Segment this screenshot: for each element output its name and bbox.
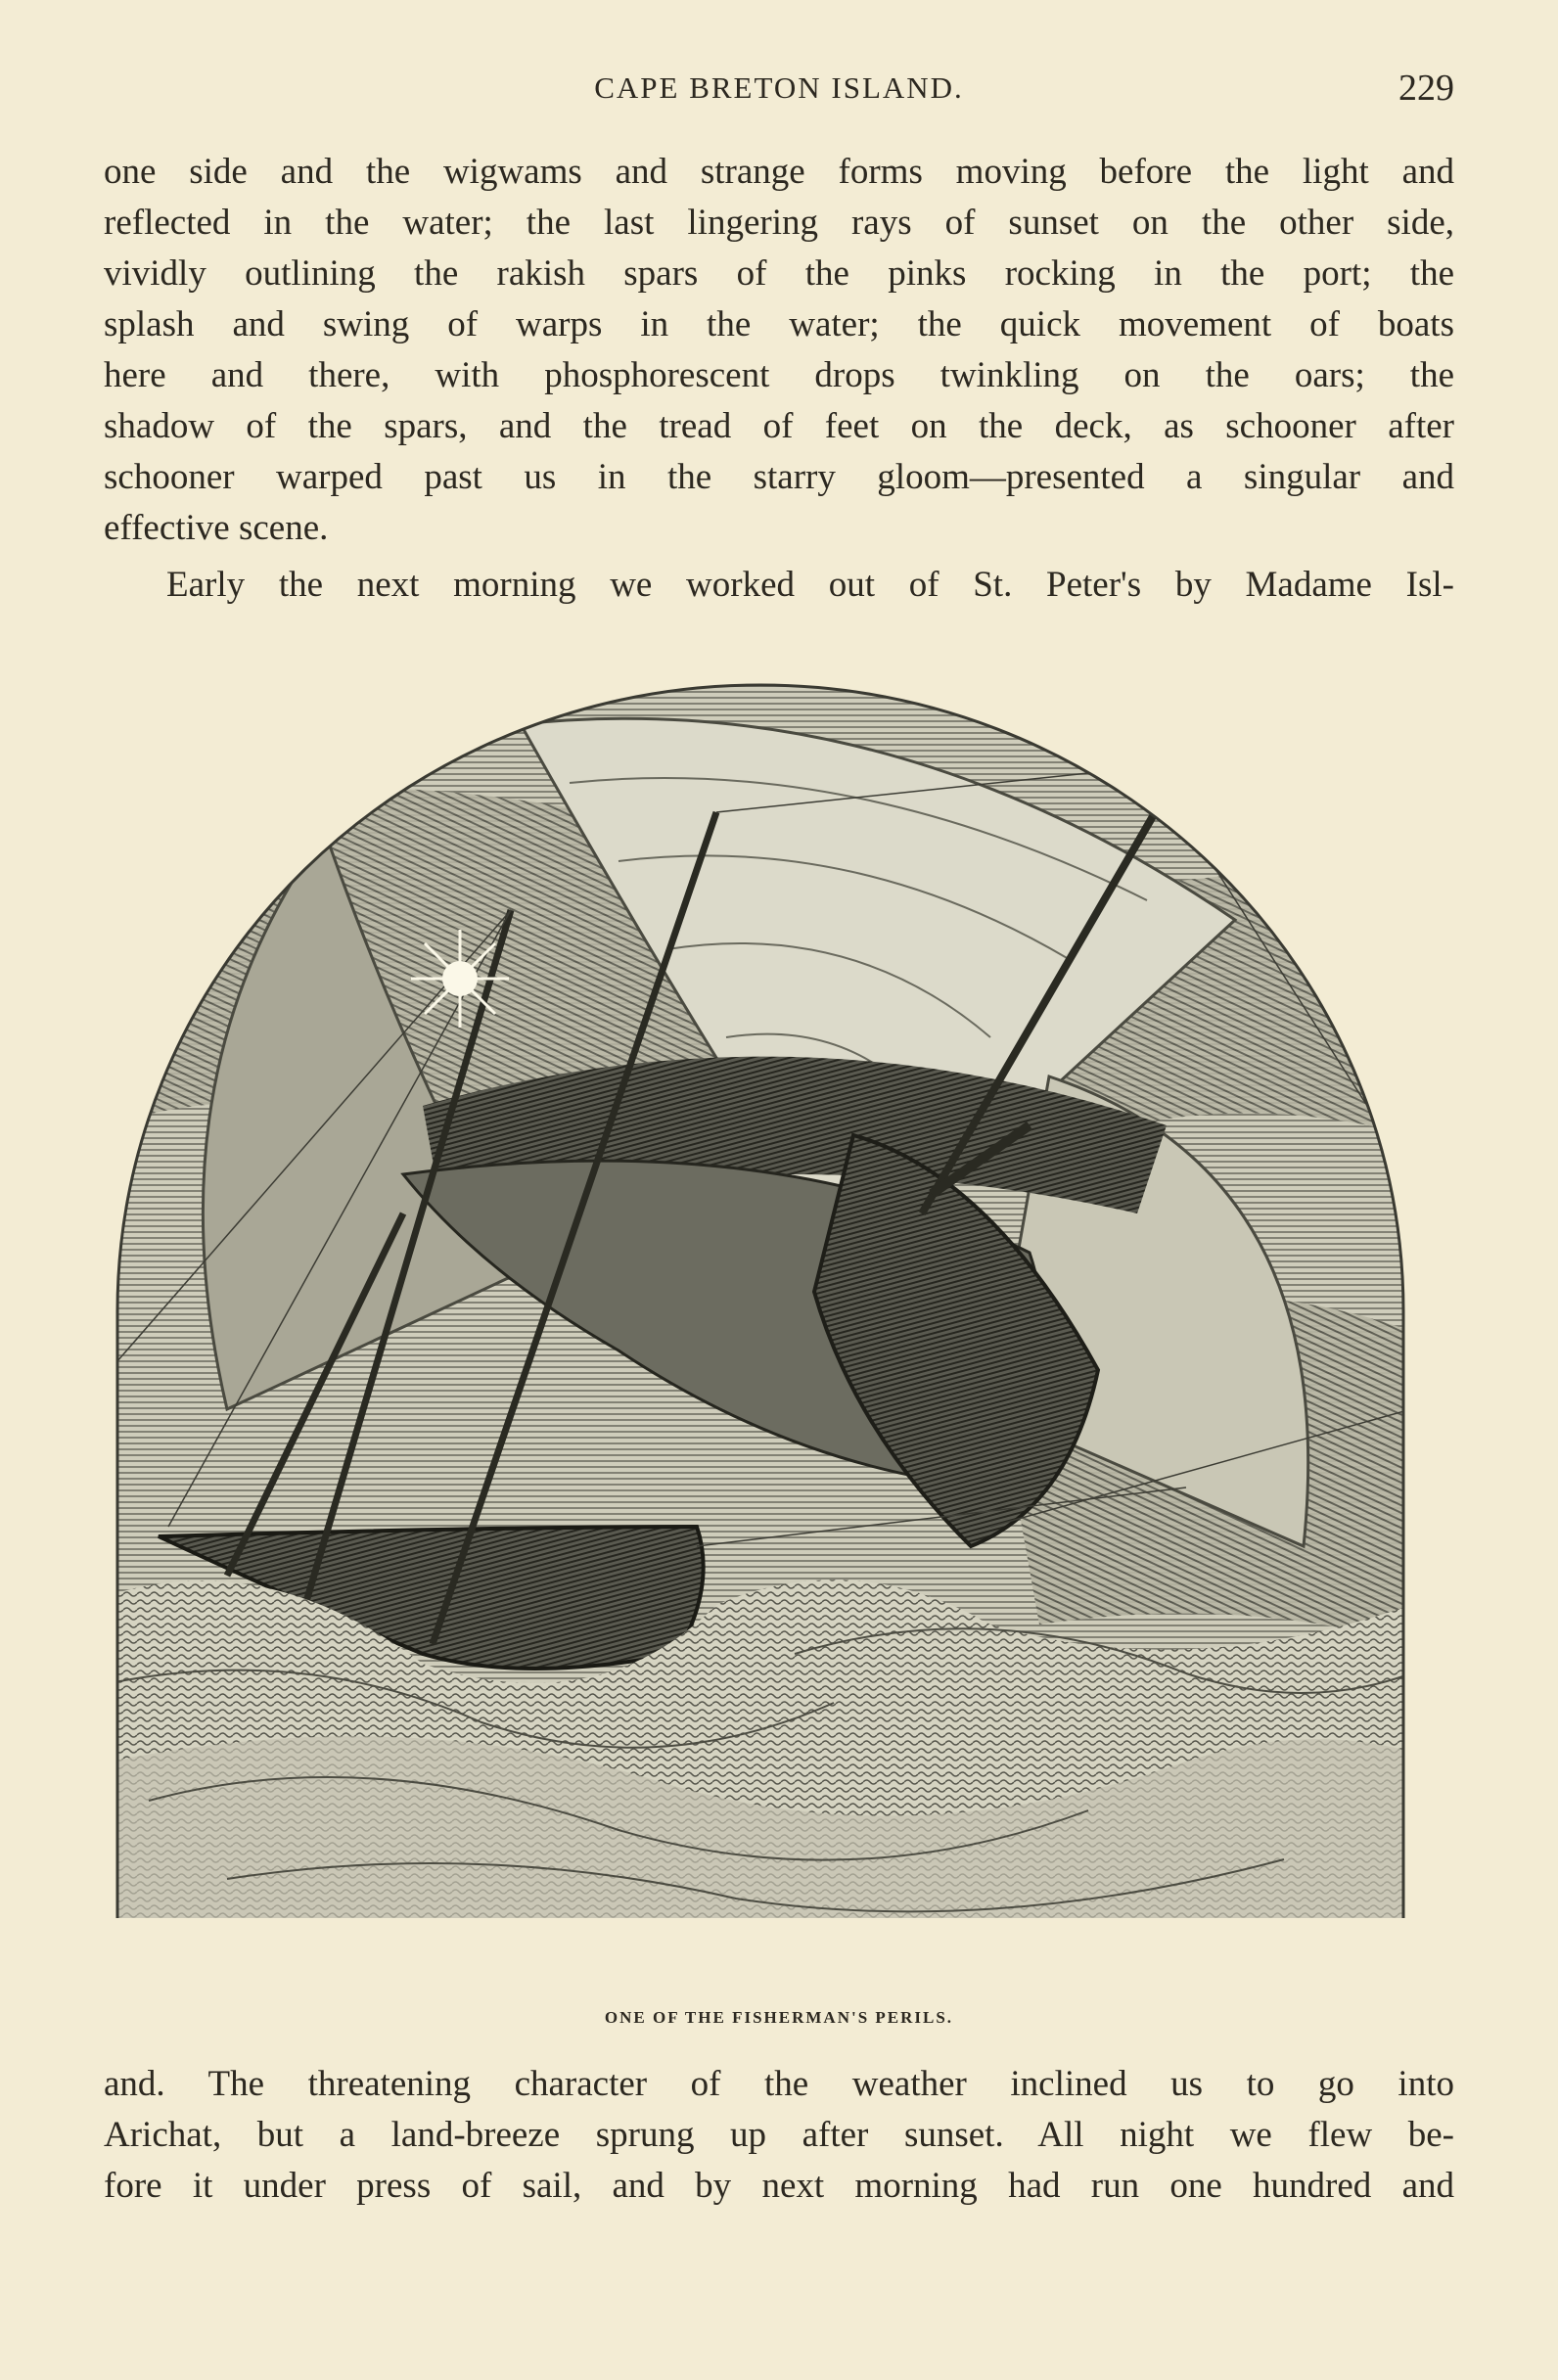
engraving-illustration: [110, 665, 1411, 1987]
text-line: here and there, with phosphorescent drops twinkling on the oars; the: [104, 355, 1454, 395]
text-line: vividly outlining the rakish spars of the pinks rocking in the port; the: [104, 253, 1454, 294]
paragraph-3: [104, 2059, 1454, 2212]
paragraph-2: [104, 560, 1454, 611]
text-line: fore it under press of sail, and by next morning had run one hundred and: [104, 2166, 1454, 2206]
text-line: schooner warped past us in the starry gloom—presented a singular and: [104, 457, 1454, 497]
text-line: and. The threatening character of the weather inclined us to go into: [104, 2064, 1454, 2104]
running-head: CAPE BRETON ISLAND.: [594, 70, 964, 105]
text-line: splash and swing of warps in the water; the quick movement of boats: [104, 304, 1454, 344]
text-line: shadow of the spars, and the tread of feet on the deck, as schooner after: [104, 406, 1454, 446]
page-header: [104, 67, 1454, 125]
text-line: Arichat, but a land-breeze sprung up after sunset. All night we flew be-: [104, 2115, 1454, 2155]
text-line: Early the next morning we worked out of St. Peter's by Madame Isl-: [166, 565, 1454, 605]
lantern-light: [411, 930, 509, 1028]
text-line: effective scene.: [104, 508, 329, 548]
figure-caption: ONE OF THE FISHERMAN'S PERILS.: [604, 2008, 954, 2027]
paragraph-1: [104, 147, 1454, 554]
page-number: 229: [1398, 68, 1454, 109]
text-line: one side and the wigwams and strange forms moving before the light and: [104, 152, 1454, 192]
ship-engraving: [110, 665, 1411, 1987]
text-line: reflected in the water; the last lingering rays of sunset on the other side,: [104, 203, 1454, 243]
